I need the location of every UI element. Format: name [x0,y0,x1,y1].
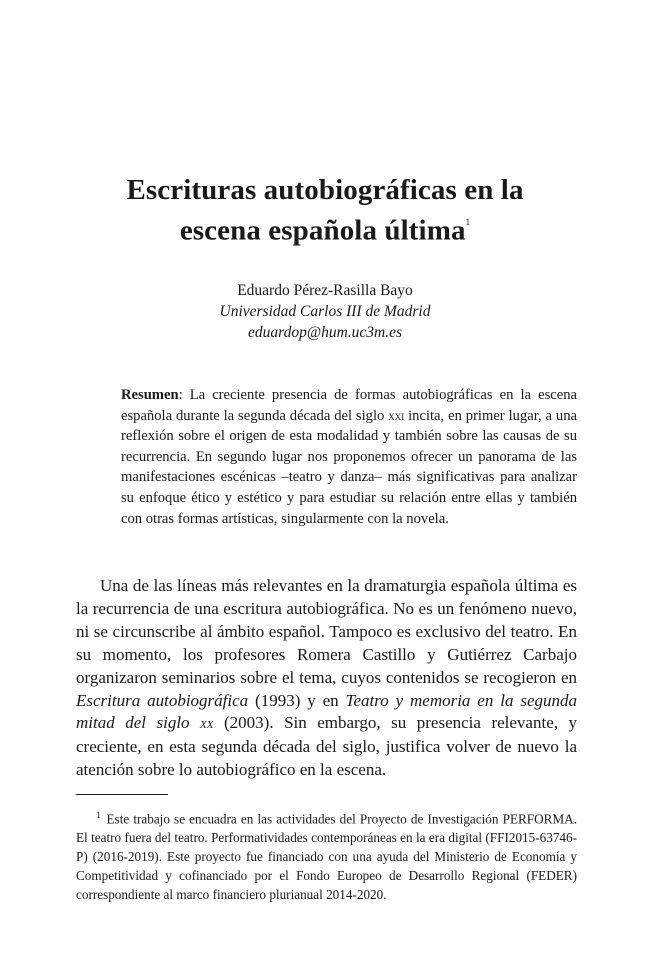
footnote [76,806,577,904]
abstract-century: xxi [388,407,405,423]
title-line-1: Escrituras autobiográficas en la [126,174,524,206]
body-text-a: Una de las líneas más relevantes en la dramaturgia española última es la recurrencia de una escritura autobiográfica. No es un fenómeno nuevo, ni se circunscribe al ámbito español. Tampoco es exclusivo del teatro. En su momento, los profesores Romera Castillo y Gutiérrez Carbajo organizaron seminarios sobre el tema, cuyos contenidos se recogieron en [76,576,577,687]
abstract-label: Resumen [121,387,179,403]
author-block [0,280,650,343]
title-footnote-ref[interactable]: 1 [465,217,471,227]
body-text-c: (2003). Sin embargo, su presencia relevante, y creciente, en esta segunda década del siglo, justifica volver de nuevo la atención sobre lo autobiográfico en la escena. [76,713,577,780]
author-email[interactable]: eduardop@hum.uc3m.es [247,324,403,341]
article-title [0,172,650,249]
footnote-divider [76,794,168,795]
title-line-2: escena española última [179,214,466,247]
book-title-2-text: Teatro y memoria en la segunda mitad del siglo [76,690,577,733]
abstract-text-b: incita, en primer lugar, a una reflexión sobre el origen de esta modalidad y también sobre las causas de su recurrencia. En segundo lugar nos proponemos ofrecer un panorama de las manifestaciones escénicas –teatro y danza– más significativas para analizar su enfoque ético y estético y para estudiar su relación entre ellas y también con otras formas artísticas, singularmente con la novela. [121,407,577,527]
author-name: Eduardo Pérez-Rasilla Bayo [237,282,413,299]
book-title-2-century: xx [200,715,214,733]
abstract [121,385,577,529]
book-title-1: Escritura autobiográfica [76,690,249,710]
body-paragraph [76,575,577,782]
abstract-text-a: : La creciente presencia de formas autobiográficas en la escena española durante la segunda década del siglo [121,387,577,424]
author-affiliation: Universidad Carlos III de Madrid [219,303,431,320]
footnote-text: Este trabajo se encuadra en las actividades del Proyecto de Investigación PERFORMA. El teatro fuera del teatro. Performatividades contemporáneas en la era digital (FFI2015-63746-P) (2016-2019). Este proyecto fue financiado con una ayuda del Ministerio de Economía y Competitividad y cofinanciado por el Fondo Europeo de Desarrollo Regional (FEDER) correspondiente al marco financiero plurianual 2014-2020. [76,811,577,903]
footnote-number: 1 [96,810,101,820]
body-text-b: (1993) y en [248,690,346,710]
